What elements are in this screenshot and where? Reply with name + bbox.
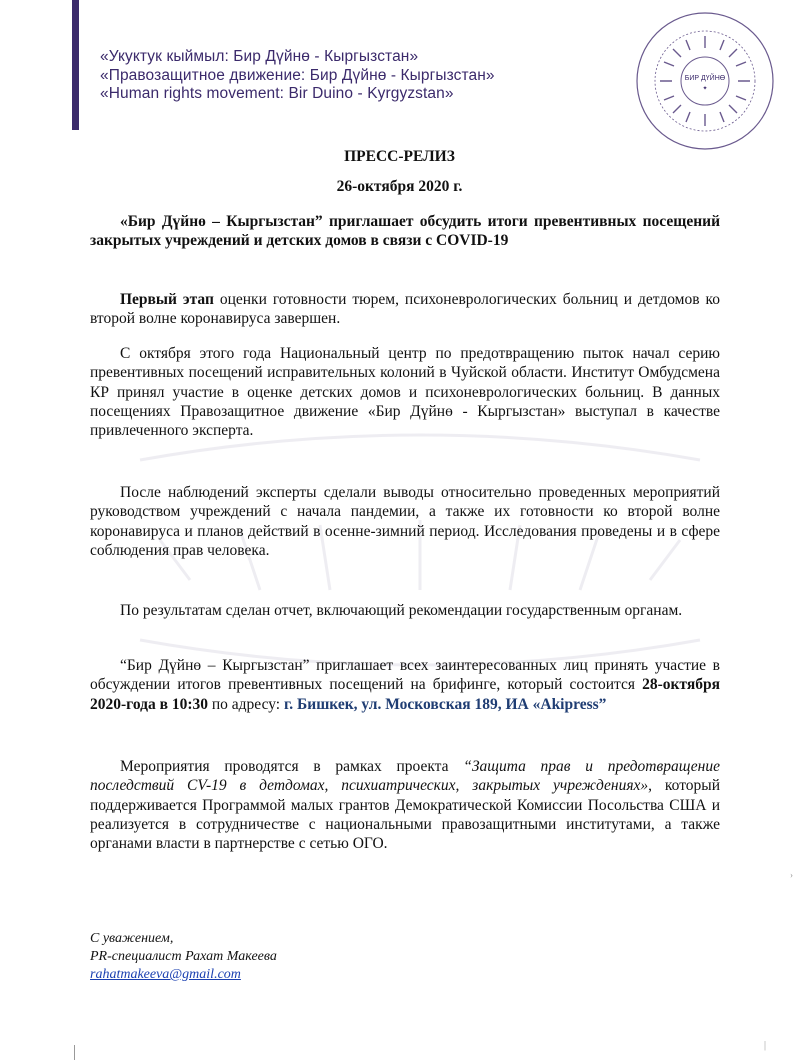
signature-block: [90, 930, 277, 984]
paragraph-3: После наблюдений эксперты сделали выводы относительно проведенных мероприятий руководством учреждений с начала пандемии, а также их готовности ко второй волне коронавируса и планов действий в осенне-зимний период. Исследования проведены и в сфере соблюдения прав человека.: [90, 484, 720, 559]
letterhead-bar: [72, 0, 79, 130]
signature-author: PR-специалист Рахат Макеева: [90, 949, 277, 964]
paragraph-4: По результатам сделан отчет, включающий рекомендации государственным органам.: [120, 602, 683, 619]
letterhead-line-english: «Human rights movement: Bir Duino - Kyrgyzstan»: [100, 85, 454, 102]
paragraph-5-text-a: “Бир Дүйнө – Кыргызстан” приглашает всех заинтересованных лиц принять участие в обсуждении итогов превентивных посещений на брифинге, который состоится: [90, 657, 720, 694]
paragraph-5-text-b: по адресу:: [208, 695, 284, 713]
doc-title: ПРЕСС-РЕЛИЗ: [344, 148, 455, 165]
doc-headline: «Бир Дүйнө – Кыргызстан” приглашает обсудить итоги превентивных посещений закрытых учреждений и детских домов в связи с COVID-19: [90, 213, 720, 250]
paragraph-2: С октября этого года Национальный центр по предотвращению пыток начал серию превентивных посещений исправительных колоний в Чуйской области. Институт Омбудсмена КР принял участие в оценке детских домов и психоневрологических больниц. В данных посещениях Правозащитное движение «Бир Дүйнө - Кыргызстан» выступал в качестве привлеченного эксперта.: [90, 345, 720, 440]
letterhead-text: [100, 48, 495, 104]
paragraph-1: [90, 290, 720, 329]
svg-text:✦: ✦: [702, 86, 708, 92]
briefing-datetime: 28-октября 2020-года в 10:30: [90, 676, 720, 713]
page-margin-mark: [74, 1045, 75, 1060]
bir-duino-emblem-icon: [634, 10, 776, 152]
doc-date: 26-октября 2020 г.: [336, 178, 463, 195]
paragraph-6-text-b: , который поддерживается Программой малых грантов Демократической Комиссии Посольства США и реализуется в сотрудничестве с национальными правозащитными институтами, а также органами власти в партнерстве с сетью ОГО.: [90, 777, 720, 853]
paragraph-5: [90, 656, 720, 714]
letterhead-line-kyrgyz: «Укуктук кыймыл: Бир Дүйнө - Кыргызстан»: [100, 48, 419, 65]
logo-label: БИР ДҮЙНӨ: [684, 75, 726, 82]
paragraph-1-bold: Первый этап: [120, 291, 214, 308]
paragraph-6: [90, 757, 720, 853]
paragraph-1-text: оценки готовности тюрем, психоневрологических больниц и детдомов ко второй волне коронавируса завершен.: [90, 291, 721, 328]
signature-greeting: С уважением,: [90, 931, 174, 946]
briefing-address: г. Бишкек, ул. Московская 189, ИА «Akipress”: [283, 695, 607, 713]
corner-mark: |: [764, 1040, 767, 1051]
paragraph-6-text-a: Мероприятия проводятся в рамках проекта: [120, 758, 464, 775]
project-title: “Защита прав и предотвращение последствий CV-19 в детдомах, психиатрических, закрытых учреждениях»: [90, 758, 720, 795]
edge-mark: ›: [790, 870, 793, 880]
signature-email-link[interactable]: rahatmakeeva@gmail.com: [90, 967, 241, 982]
letterhead-line-russian: «Правозащитное движение: Бир Дүйнө - Кыргызстан»: [100, 66, 495, 84]
